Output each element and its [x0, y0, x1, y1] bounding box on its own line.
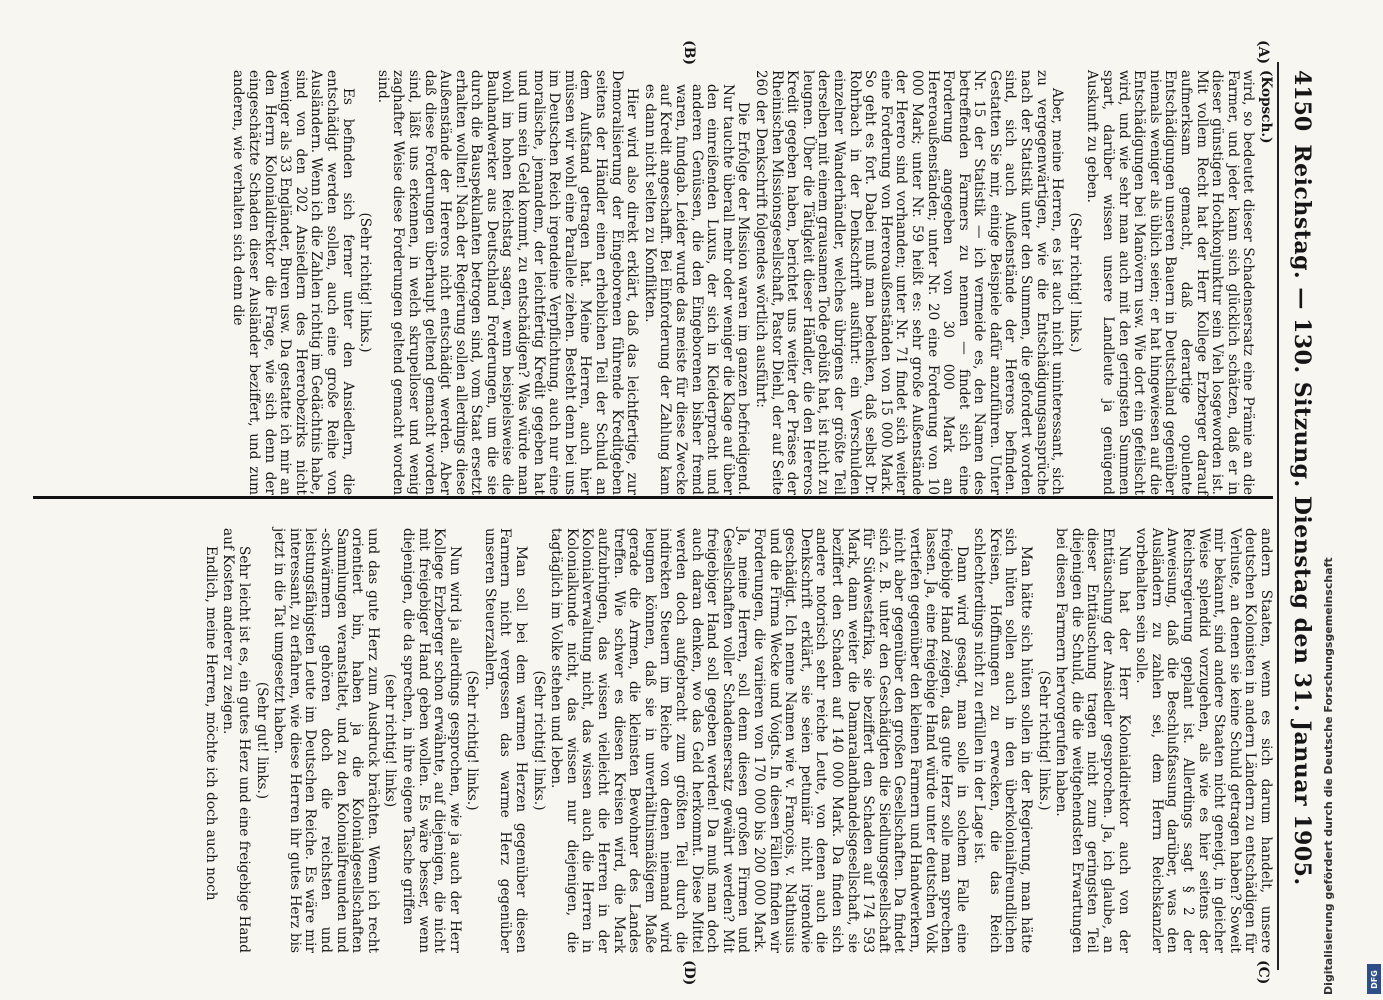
interjection: (sehr richtig! links) [382, 673, 399, 808]
page-number: 4150 [1289, 70, 1315, 132]
credit-text: Digitalisierung gefördert durch die Deutsche Forschungsgemeinschaft [1322, 557, 1335, 995]
interjection: (Sehr richtig! links.) [1035, 670, 1052, 811]
margin-marker-a: (A) [1255, 40, 1271, 65]
paragraph: Hier wird also direkt erklärt, daß das leichtfertige, zur Demoralisierung der Eingeborenen führende Kreditgeben seitens der Händler einen erheblichen Teil der Schuld an dem Aufstand getragen hat. Meine Herren, auch hier müssen wir wohl eine Parallele ziehen. Besteht denn bei uns im Deutschen Reich irgendeine Verpflichtung, auch nur eine moralische, jemandem, der leichtfertig Kredit gegeben hat und um sein Geld kommt, zu entschädigen? Was würde man wohl im hohen Reichstag sagen, wenn beispielsweise die Bauhandwerker aus Deutschland Forderungen, um die sie durch die Bauspekulanten betrogen sind, vom Staat ersetzt erhalten wollten! Nach der Regierung sollen allerdings diese Außenstände der Hereros nicht entschädigt werden. Aber daß diese Forderungen überhaupt geltend gemacht worden sind, läßt uns erkennen, in welch skrupelloser und wenig zaghafter Weise diese Forderungen geltend gemacht worden sind. [374, 70, 641, 495]
paragraph: Endlich, meine Herren, möchte ich doch auch noch [202, 546, 219, 901]
paragraph: Man hätte sich hüten sollen in der Regierung, man hätte sich hüten sollen auch in den überkolonialfreundlichen Kreisen, Hoffnungen zu erwecken, die das Reich schlechterdings nicht zu erfüllen in der Lage ist. [971, 528, 1035, 953]
paragraph: Es befinden sich ferner unter den Ansiedlern, die entschädigt werden sollen, auch eine große Reihe von Ausländern. Wenn ich die Zahlen richtig im Gedächtnis habe, sind von den 202 Ansiedlern des Hererobezirks nicht weniger als 33 Engländer, Buren usw. Da gestatte ich mir an den Herrn Kolonialdirektor die Frage, wie sich denn der eingeschätzte Schaden dieser Ausländer beziffert, und zum anderen, wie verhalten sich denn die [230, 70, 356, 495]
left-column [228, 70, 1273, 495]
quotation: Die Erfolge der Mission waren im ganzen befriedigend. Nur tauchte überall mehr oder weniger die Klage auf über den einreißenden Luxus, der sich in Kleiderpracht und anderen Genüssen, die den Eingeborenen bisher fremd waren, fundgab. Leider wurde das meiste für diese Zwecke auf Kredit angeschafft. Bei Einforderung der Zahlung kam es dann nicht selten zu Konflikten. [641, 84, 752, 495]
interjection: (Sehr richtig! links.) [464, 670, 481, 811]
paragraph: und das gute Herz zum Ausdruck brächten. Wenn ich recht orientiert bin, haben ja die Kolonialgesellschaften Sammlungen veranstaltet, und zu den Kolonialfreunden und -schwärmern gehören doch die reichsten und leistungsfähigsten Leute im Deutschen Reiche. Es wäre mir interessant, zu erfahren, wie diese Herren ihr gutes Herz bis jetzt in die Tat umgesetzt haben. [271, 528, 381, 953]
header-rule [1277, 62, 1279, 970]
paragraph: Man soll bei dem warmen Herzen gegenüber diesen Farmern nicht vergessen das warme Herz gegenüber unseren Steuerzahlern. [481, 528, 530, 953]
page-header [1283, 70, 1315, 960]
paragraph: Nun wird ja allerdings gesprochen, wie ja auch der Herr Kollege Erzberger schon erwähnte, auf diejenigen, die nicht mit freigebiger Hand geben wollen. Es wäre besser, wenn diejenigen, die da sprechen, in ihre eigene Tasche griffen [399, 528, 463, 953]
right-column [200, 528, 1273, 953]
speaker-tag: (Kopsch.) [1258, 70, 1274, 144]
margin-marker-d: (D) [681, 960, 697, 986]
margin-marker-b: (B) [681, 40, 697, 66]
logo-text: DFG [1369, 969, 1379, 989]
column-divider [33, 496, 1273, 499]
interjection: (Sehr richtig! links.) [357, 212, 374, 353]
page-title: Reichstag. — 130. Sitzung. Dienstag den 31. Januar 1905. [1289, 144, 1315, 886]
interjection: (Sehr richtig! links.) [530, 670, 547, 811]
paragraph: Dann wird gesagt, man solle in solchem Falle eine freigebige Hand zeigen, das gute Herz solle man sprechen lassen. Ja, eine freigebige Hand würde unter deutschen Volk vertiefen gegenüber den kleinen Farmern und Handwerkern, nicht aber gegenüber den großen Gesellschaften. Da findet sich z. B. unter den Geschädigten die Siedlungsgesellschaft für Südwestafrika, sie beziffert den Schaden auf 174 593 Mark, dann weiter die Damaralandhandelsgesellschaft, sie beziffert den Schaden auf 140 000 Mark. Da finden sich andere notorisch sehr reiche Leute, von denen auch die Denkschrift erklärt, sie seien petuniär nicht irgendwie geschädigt. Ich nenne Namen wie v. François, v. Nathusius und die Firma Wecke und Voigts. In diesen Fällen finden wir Forderungen, die variieren von 170 000 bis 200 000 Mark. Ja, meine Herren, soll denn diesen großen Firmen und Gesellschaften voller Schadensersatz gewährt werden? Mit freigebiger Hand soll gegeben werden! Da muß man doch auch daran denken, wo das Geld herkommt. Diese Mittel werden doch aufgebracht zum größten Teil durch die indirekten Steuern im Reiche von denen niemand wird leugnen können, daß sie in unverhältnismäßigem Maße gerade die Armen, die kleinsten Bewohner des Landes treffen. Wie schwer es diesen Kreisen wird, die Mark aufzubringen, das wissen vielleicht die Herren in der Kolonialverwaltung nicht, das wissen auch die Herren in Kolonialkunde nicht, das wissen nur diejenigen, die tagtäglich im Volke stehen und leben. [548, 528, 970, 953]
paragraph: Nun hat der Herr Kolonialdirektor auch von der Enttäuschung der Ansiedler gesprochen. Ja, ich glaube, an dieser Enttäuschung tragen nicht zum geringsten Teil diejenigen die Schuld, die die weitgehendsten Erwartungen bei diesen Farmern hervorgerufen haben. [1053, 528, 1132, 953]
paragraph: andern Staaten, wenn es sich darum handelt, unsere deutschen Kolonisten in andern Ländern zu entschädigen für Verluste, an denen sie keine Schuld getragen haben? Soweit mir bekannt, sind andere Staaten nicht geneigt, in gleicher Weise splendid vorzugehen, als wie es hier seitens der Reichsregierung geplant ist. Allerdings sagt § 2 der Anweisung, daß die Beschlußfassung darüber, was den Ausländern zu zahlen sei, dem Herrn Reichskanzler vorbehalten sein solle. [1133, 528, 1274, 953]
interjection: (Sehr gut! links.) [253, 681, 270, 800]
interjection: (Sehr richtig! links.) [1066, 212, 1083, 353]
paragraph: Sehr leicht ist es, ein gutes Herz und eine freigebige Hand auf Kosten anderer zu zeigen. [220, 528, 252, 953]
margin-marker-c: (C) [1255, 960, 1271, 985]
paragraph: Aber, meine Herren, es ist auch nicht uninteressant, sich zu vergegenwärtigen, wie die Entschädigungsansprüche nach der Statistik unter den Summen, die gefordert worden sind, sich auch Außenstände der Hereros befinden. Gestatten Sie mir, einige Beispiele dafür anzuführen. Unter Nr. 15 der Statistik — ich vermeide es, den Namen des betreffenden Farmers zu nennen — findet sich eine Forderung angegeben von 30 000 Mark an Hereroaußenständen; unter Nr. 20 eine Forderung von 10 000 Mark; unter Nr. 59 heißt es: sehr große Außenstände der Herero sind vorhanden; unter Nr. 71 findet sich weiter eine Forderung von Hereroaußenständen von 15 000 Mark. So geht es fort. Dabei muß man bedenken, daß selbst Dr. Rohrbach in der Denkschrift ausführt: ein Verschulden einzelner Wanderhändler, welches übrigens der größte Teil derselben mit einem grausamen Tode gebüßt hat, ist nicht zu leugnen. Über die Tätigkeit dieser Händler, die den Hereros Kredit gegeben haben, berichtet uns weiter der Präses der Rheinischen Missionsgesellschaft, Pastor Diehl, der auf Seite 260 der Denkschrift folgendes wörtlich ausführt: [753, 70, 1066, 495]
paragraph: wird, so bedeutet dieser Schadensersatz eine Prämie an die Farmer, und jeder kann sich glücklich schätzen, daß er in dieser günstigen Hochkonjunktur sein Vieh losgeworden ist. Mit vollem Recht hat der Herr Kollege Erzberger darauf aufmerksam gemacht, daß derartige opulente Entschädigungen unseren Bauern in Deutschland gegenüber niemals weniger als üblich seien; er hat hingewiesen auf die Entschädigungen bei Manövern usw. Wie dort ein gefeilscht wird, und wie sehr man auch mit den geringsten Summen spart, darüber wissen unsere Landleute ja genügend Auskunft zu geben. [1084, 70, 1257, 495]
dfg-logo [1367, 964, 1381, 994]
